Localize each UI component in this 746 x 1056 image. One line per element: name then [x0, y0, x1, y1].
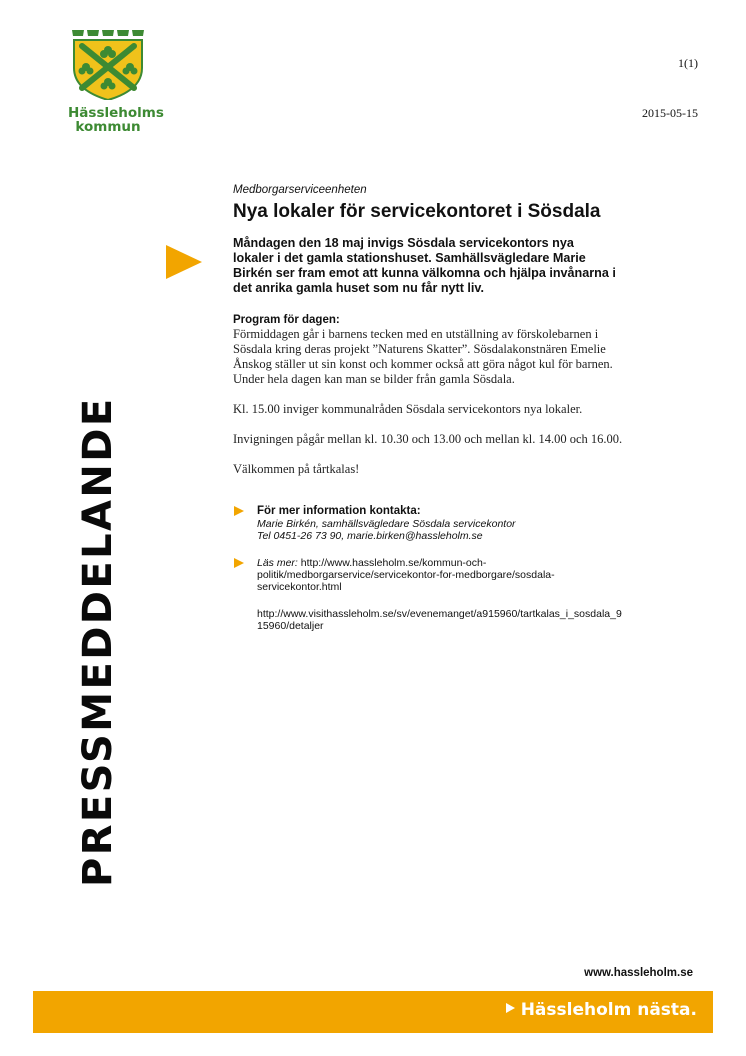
- document-date: 2015-05-15: [642, 106, 698, 120]
- contact-name: Marie Birkén, samhällsvägledare Sösdala servicekontor: [257, 518, 516, 530]
- program-heading: Program för dagen:: [233, 314, 340, 326]
- orange-arrow-icon: [166, 245, 202, 279]
- contact-details: Tel 0451-26 73 90, marie.birken@hassleholm.se: [257, 530, 483, 542]
- body-paragraph: Välkommen på tårtkalas!: [233, 462, 360, 476]
- event-link[interactable]: [233, 608, 703, 632]
- slogan: [506, 1000, 697, 1020]
- website-link[interactable]: www.hassleholm.se: [584, 967, 693, 979]
- lead-paragraph: [233, 236, 703, 296]
- url-line: http://www.hassleholm.se/kommun-och-: [300, 557, 487, 569]
- url-line[interactable]: politik/medborgarservice/servicekontor-for-medborgare/sosdala-: [257, 569, 555, 581]
- contact-block: [233, 505, 703, 542]
- lead-line: Birkén ser fram emot att kunna välkomna och hjälpa invånarna i: [233, 266, 616, 280]
- program-line: Förmiddagen går i barnens tecken med en utställning av förskolebarnen i: [233, 327, 599, 341]
- footer-banner: [33, 991, 713, 1033]
- page-number: 1(1): [678, 56, 698, 70]
- logo-line-2: kommun: [75, 119, 141, 135]
- url-line[interactable]: http://www.visithassleholm.se/sv/evenemanget/a915960/tartkalas_i_sosdala_9: [257, 608, 622, 620]
- slogan-text: Hässleholm nästa.: [520, 1000, 697, 1020]
- url-line[interactable]: servicekontor.html: [257, 581, 342, 593]
- lead-line: Måndagen den 18 maj invigs Sösdala servicekontors nya: [233, 236, 574, 250]
- article-body: [233, 184, 703, 632]
- body-paragraph: Kl. 15.00 inviger kommunalråden Sösdala servicekontors nya lokaler.: [233, 402, 583, 416]
- read-more-label: Läs mer:: [257, 557, 298, 569]
- program-line: Ånskog ställer ut sin konst och kommer också att göra något kul för barnen.: [233, 357, 613, 371]
- read-more-link[interactable]: [257, 557, 703, 569]
- read-more-block: [233, 557, 703, 593]
- coat-of-arms-icon: [70, 30, 146, 100]
- slogan-arrow-icon: [506, 1003, 515, 1013]
- bullet-arrow-icon: [234, 558, 244, 568]
- url-line[interactable]: 15960/detaljer: [257, 620, 324, 632]
- program-paragraph: [233, 327, 703, 387]
- logo-wordmark: [68, 105, 164, 135]
- department-label: Medborgarserviceenheten: [233, 184, 367, 196]
- body-paragraph: Invigningen pågår mellan kl. 10.30 och 13.00 och mellan kl. 14.00 och 16.00.: [233, 432, 623, 446]
- logo-line-1: Hässleholms: [68, 105, 164, 121]
- program-line: Under hela dagen kan man se bilder från gamla Sösdala.: [233, 372, 515, 386]
- municipality-logo: [68, 30, 164, 135]
- page-title: Nya lokaler för servicekontoret i Sösdala: [233, 201, 601, 222]
- lead-line: det anrika gamla huset som nu får nytt liv.: [233, 281, 485, 295]
- press-release-vertical-title: PRESSMEDDELANDE: [75, 396, 121, 887]
- lead-line: lokaler i det gamla stationshuset. Samhällsvägledare Marie: [233, 251, 586, 265]
- bullet-arrow-icon: [234, 506, 244, 516]
- contact-title: För mer information kontakta:: [257, 505, 421, 517]
- program-line: Sösdala kring deras projekt ”Naturens Skatter”. Sösdalakonstnären Emelie: [233, 342, 606, 356]
